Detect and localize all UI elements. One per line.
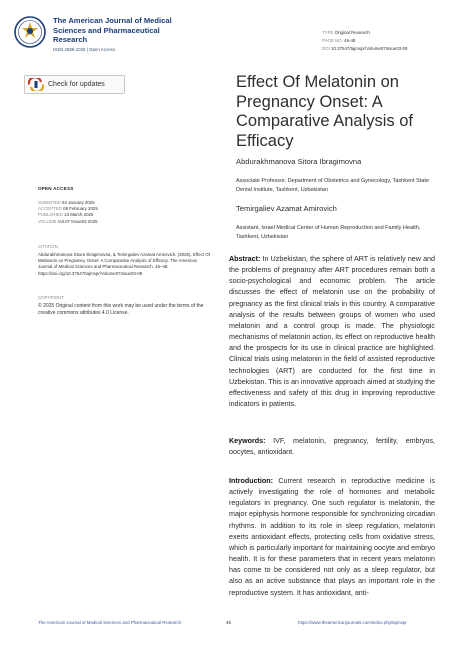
open-access-heading: OPEN ACCESS — [38, 186, 74, 191]
update-icon — [28, 78, 44, 91]
keywords-label: Keywords: — [229, 437, 266, 445]
doi-label: DOI — [322, 46, 330, 51]
keywords-text: IVF, melatonin, pregnancy, fertility, embryos, oocytes, antioxidant. — [229, 437, 436, 457]
keywords — [229, 436, 435, 458]
page-number: 46 — [226, 620, 232, 625]
date-submitted: SUBMITED 03 January 2025 — [38, 200, 95, 205]
author-affiliation: Assistant, Israel Medical Center of Human Reproduction and Family Health, Tashkent, Uzbekistan — [236, 225, 421, 240]
author-name: Abdurakhmanova Sitora Ibragimovna — [236, 157, 362, 166]
introduction — [229, 476, 435, 599]
date-published: PUBLISHED 13 March 2025 — [38, 212, 94, 218]
abstract-label: Abstract: — [229, 255, 261, 263]
copyright-heading: COPYRIGHT — [38, 295, 65, 300]
abstract-text: In Uzbekistan, the sphere of ART is relatively new and the problems of pregnancy after ART procedures remain both a socio-psychological and economic problem. The article discusses the effect of melatonin use on the probability of pregnancy as the first clinical trials in this country. A comparative analysis of the results between groups of women who used melatonin and a control group is made. The physiologic mechanisms of melatonin action, its effect on reproductive health and the prospects for its use in clinical practice are highlighted. Clinical trials using melatonin in the field of assisted reproductive technologies (ART) are conducted for the first time in Uzbekistan. This is an innovative approach aimed at studying the effectiveness and safety of this drug in improving reproductive indicators in patients. — [229, 255, 435, 409]
abstract — [229, 254, 435, 410]
article-meta — [322, 29, 407, 53]
citation-heading: CITATION — [38, 244, 58, 249]
footer-url-link[interactable]: https://www.theamericanjournals.com/index.php/tajmspr — [298, 620, 407, 625]
check-for-updates-label: Check for updates — [48, 81, 105, 88]
citation-text: Abdurakhmanova Sitora Ibragimovna, & Temirgaliev Azamat Amirovich. (2025). Effect Of Melatonin on Pregnancy Onset: A Comparative Analysis of Efficacy. The American Journal of Medical Sciences and Pharmaceutical Research, 46–48. https://doi.org/10.37547/tajmspr/Volume07Issue03-08 — [38, 252, 210, 276]
doi-value[interactable]: 10.37547/tajmspr/Volume07Issue03-08 — [331, 46, 408, 51]
introduction-text: Current research in reproductive medicine is actively investigating the role of hormones and metabolic regulators in pregnancy. One such regulator is melatonin, the major epiphysis hormone responsible for synchronizing circadian rhythms. In addition to its role in sleep regulation, melatonin exerts antioxidant effects, protecting cells from oxidative stress, which is particularly important for maintaining oocyte and embryo health. It is for these parameters that in recent years melatonin has come to be considered not only as a sleep regulator, but also as an active substance that plays an important role in the reproductive system. It has antioxidant, anti- — [229, 477, 435, 597]
footer-journal-name: The American Journal of Medical Sciences and Pharmaceutical Research — [38, 620, 182, 625]
dates-list — [38, 200, 168, 225]
journal-logo — [14, 16, 46, 48]
date-volume: VOLUME Vol.07 Issue03 2025 — [38, 218, 98, 224]
type-label: TYPE — [322, 30, 334, 35]
author-name: Temirgaliev Azamat Amirovich — [236, 204, 337, 213]
page-label: PAGE NO. — [322, 38, 343, 43]
type-value: Original Research — [334, 30, 370, 35]
check-for-updates-button[interactable] — [24, 75, 125, 94]
journal-issn: ISSN 2689-1026 | Open Access — [53, 47, 115, 52]
introduction-label: Introduction: — [229, 477, 274, 485]
page-value: 46-48 — [344, 38, 356, 43]
copyright-text: © 2025 Original content from this work may be used under the terms of the creative commons attributes 4.0 License. — [38, 303, 204, 316]
author-affiliation: Associate Professor, Department of Obstetrics and Gynecology, Tashkent State Dental Institute, Tashkent, Uzbekistan — [236, 178, 430, 193]
date-accepted: ACCEPTED 09 February 2025 — [38, 206, 98, 212]
journal-name: The American Journal of Medical Sciences and Pharmaceutical Research — [53, 16, 172, 44]
article-title: Effect Of Melatonin on Pregnancy Onset: A Comparative Analysis of Efficacy — [236, 73, 413, 150]
